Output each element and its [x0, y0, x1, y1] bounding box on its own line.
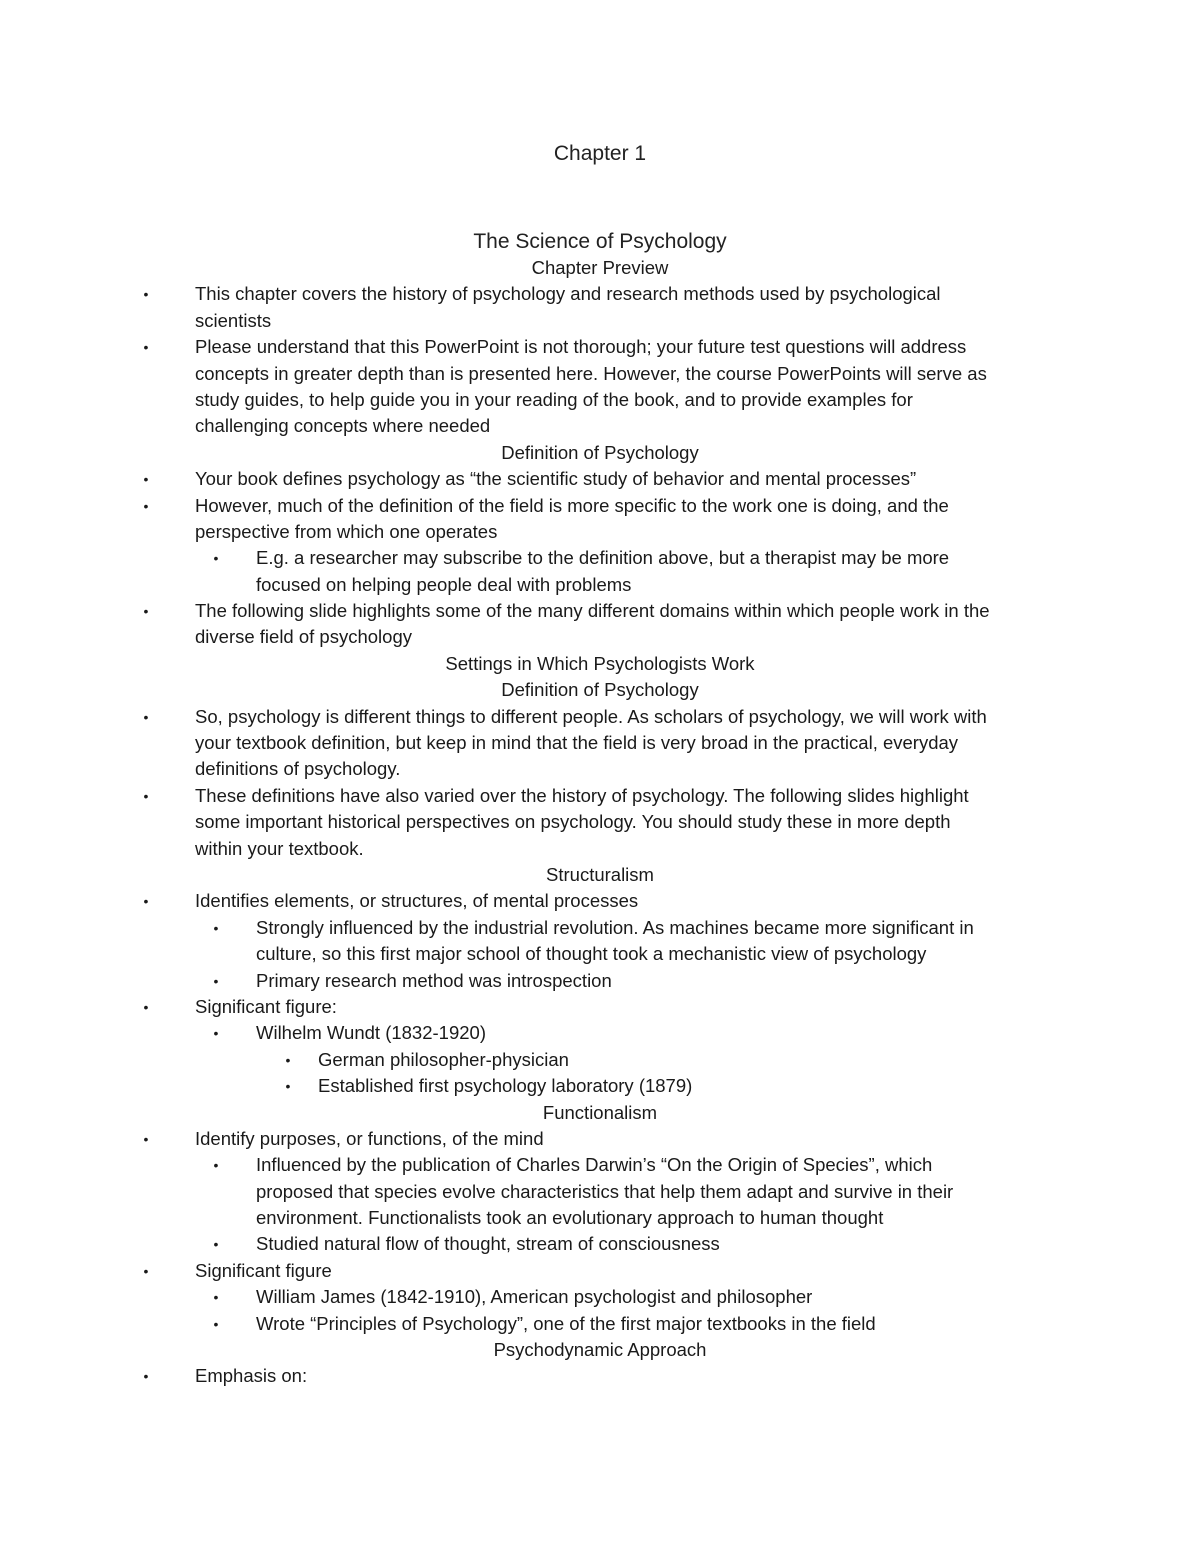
bullet-text-line: The following slide highlights some of the many different domains within which people work in the — [195, 600, 990, 622]
bullet-text-line: diverse field of psychology — [195, 626, 412, 648]
bullet-item — [0, 1126, 1200, 1152]
bullet-icon: • — [143, 893, 149, 910]
bullet-item — [0, 783, 1200, 862]
bullet-item — [0, 1073, 1200, 1099]
document-body — [0, 255, 1200, 1390]
section-heading: Settings in Which Psychologists Work — [445, 652, 755, 674]
bullet-item — [0, 1284, 1200, 1310]
section-heading: Functionalism — [542, 1101, 658, 1123]
bullet-icon: • — [143, 603, 149, 620]
bullet-icon: • — [143, 497, 149, 514]
bullet-icon: • — [213, 1289, 219, 1306]
bullet-text-line: Your book defines psychology as “the scientific study of behavior and mental processes” — [195, 468, 917, 490]
bullet-icon: • — [213, 1236, 219, 1253]
bullet-text-line: Primary research method was introspection — [256, 969, 612, 991]
bullet-icon: • — [213, 1315, 219, 1332]
bullet-text-line: Significant figure: — [195, 995, 337, 1017]
bullet-text-line: concepts in greater depth than is presented here. However, the course PowerPoints will serve as — [195, 362, 987, 384]
bullet-icon: • — [143, 1130, 149, 1147]
bullet-text-line: Wrote “Principles of Psychology”, one of the first major textbooks in the field — [256, 1312, 876, 1334]
bullet-text-line: These definitions have also varied over the history of psychology. The following slides highlight — [195, 784, 969, 806]
section-heading: Structuralism — [546, 863, 654, 885]
bullet-icon: • — [143, 471, 149, 488]
bullet-text-line: your textbook definition, but keep in mind that the field is very broad in the practical, everyday — [195, 732, 959, 754]
bullet-text-line: Please understand that this PowerPoint is not thorough; your future test questions will address — [195, 336, 967, 358]
bullet-icon: • — [285, 1051, 291, 1068]
bullet-icon: • — [143, 1368, 149, 1385]
bullet-item — [0, 915, 1200, 968]
bullet-item — [0, 704, 1200, 783]
bullet-text-line: Studied natural flow of thought, stream of consciousness — [256, 1233, 720, 1255]
bullet-icon: • — [213, 972, 219, 989]
bullet-text-line: some important historical perspectives on psychology. You should study these in more depth — [195, 811, 951, 833]
bullet-item — [0, 1231, 1200, 1257]
bullet-item — [0, 968, 1200, 994]
bullet-text-line: Emphasis on: — [195, 1365, 308, 1387]
bullet-item — [0, 598, 1200, 651]
bullet-text-line: However, much of the definition of the field is more specific to the work one is doing, and the — [195, 494, 949, 516]
bullet-icon: • — [143, 998, 149, 1015]
bullet-text-line: perspective from which one operates — [195, 520, 498, 542]
bullet-text-line: Identify purposes, or functions, of the mind — [195, 1127, 544, 1149]
bullet-icon: • — [143, 339, 149, 356]
bullet-text-line: Wilhelm Wundt (1832-1920) — [256, 1022, 486, 1044]
bullet-text-line: Significant figure — [195, 1259, 332, 1281]
section-heading: Definition of Psychology — [501, 679, 699, 701]
bullet-text-line: Identifies elements, or structures, of mental processes — [195, 890, 639, 912]
section-heading: Chapter Preview — [531, 257, 669, 278]
section-heading: Psychodynamic Approach — [493, 1339, 707, 1361]
bullet-text-line: focused on helping people deal with problems — [256, 573, 632, 595]
bullet-text-line: environment. Functionalists took an evolutionary approach to human thought — [256, 1207, 884, 1229]
bullet-icon: • — [143, 708, 149, 725]
bullet-item — [0, 1258, 1200, 1284]
bullet-icon: • — [143, 286, 149, 303]
bullet-item — [0, 493, 1200, 546]
document-title: The Science of Psychology — [473, 230, 727, 253]
bullet-item — [0, 281, 1200, 334]
bullet-text-line: culture, so this first major school of thought took a mechanistic view of psychology — [256, 943, 927, 965]
bullet-item — [0, 1047, 1200, 1073]
bullet-text-line: William James (1842-1910), American psychologist and philosopher — [256, 1286, 813, 1308]
bullet-item — [0, 545, 1200, 598]
bullet-text-line: within your textbook. — [195, 837, 364, 859]
bullet-text-line: So, psychology is different things to different people. As scholars of psychology, we will work with — [195, 705, 987, 727]
bullet-item — [0, 1311, 1200, 1337]
bullet-text-line: Strongly influenced by the industrial revolution. As machines became more significant in — [256, 916, 974, 938]
bullet-icon: • — [143, 1262, 149, 1279]
bullet-text-line: Established first psychology laboratory (1879) — [318, 1075, 693, 1097]
bullet-icon: • — [213, 550, 219, 567]
bullet-item — [0, 334, 1200, 440]
bullet-icon: • — [143, 787, 149, 804]
bullet-text-line: proposed that species evolve characteristics that help them adapt and survive in their — [256, 1180, 954, 1202]
bullet-item — [0, 1152, 1200, 1231]
bullet-text-line: This chapter covers the history of psychology and research methods used by psychological — [195, 283, 941, 305]
bullet-icon: • — [213, 1157, 219, 1174]
bullet-item — [0, 466, 1200, 492]
bullet-icon: • — [213, 919, 219, 936]
bullet-text-line: German philosopher-physician — [318, 1048, 569, 1070]
bullet-item — [0, 1363, 1200, 1389]
bullet-item — [0, 994, 1200, 1020]
bullet-text-line: E.g. a researcher may subscribe to the definition above, but a therapist may be more — [256, 547, 950, 569]
bullet-icon: • — [213, 1025, 219, 1042]
bullet-text-line: Influenced by the publication of Charles Darwin’s “On the Origin of Species”, which — [256, 1154, 933, 1176]
bullet-text-line: definitions of psychology. — [195, 758, 401, 780]
bullet-icon: • — [285, 1078, 291, 1095]
section-heading: Definition of Psychology — [501, 441, 699, 463]
chapter-label: Chapter 1 — [553, 142, 647, 165]
bullet-text-line: scientists — [195, 309, 272, 331]
bullet-text-line: study guides, to help guide you in your reading of the book, and to provide examples for — [195, 388, 913, 410]
bullet-item — [0, 888, 1200, 914]
bullet-item — [0, 1020, 1200, 1046]
bullet-text-line: challenging concepts where needed — [195, 415, 491, 437]
